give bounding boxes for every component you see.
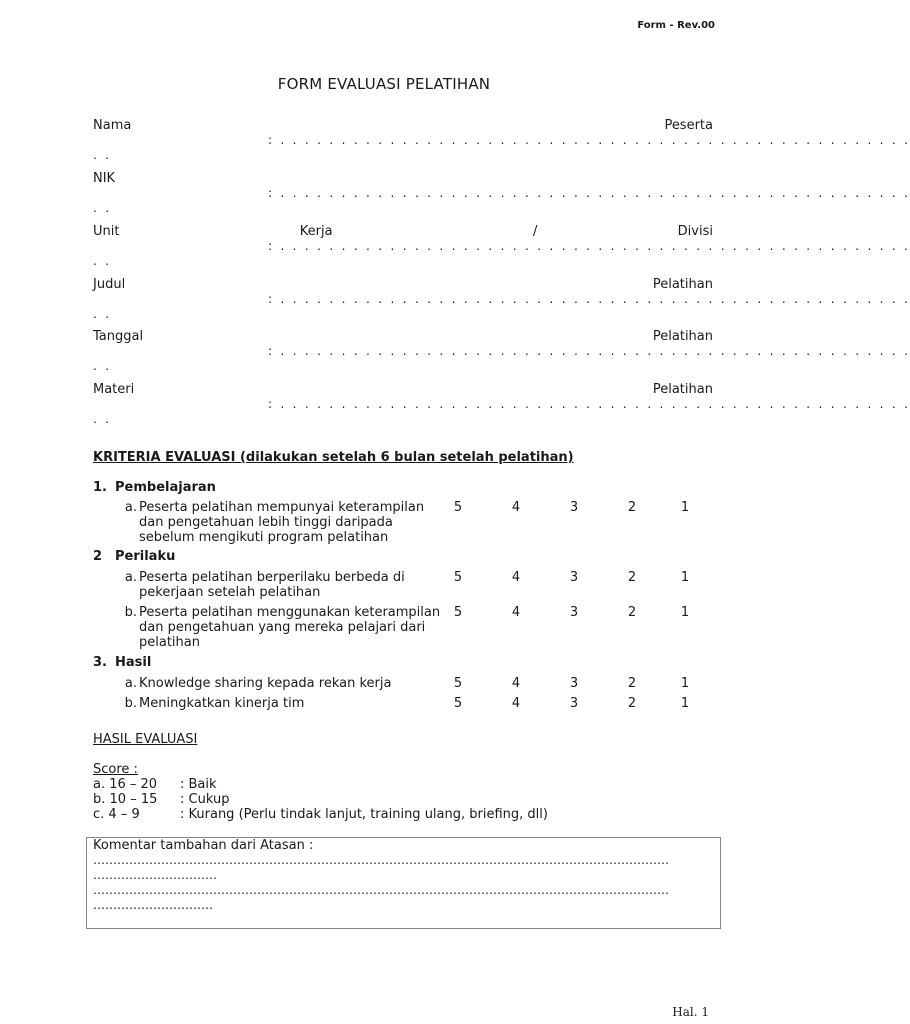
field-label: Judul Pelatihan bbox=[93, 277, 713, 292]
item-text: Peserta pelatihan mempunyai keterampilan bbox=[139, 500, 425, 515]
item-text: Peserta pelatihan berperilaku berbeda di bbox=[139, 570, 405, 585]
item-text: Peserta pelatihan menggunakan keterampilan bbox=[139, 605, 441, 620]
item-letter: b. bbox=[124, 696, 137, 711]
fill-line-tail: . . bbox=[93, 148, 112, 162]
score-option-4[interactable]: 4 bbox=[511, 570, 521, 585]
fill-line-tail: . . bbox=[93, 412, 112, 426]
legend-range: b. 10 – 15 bbox=[93, 792, 158, 807]
hasil-evaluasi-heading: HASIL EVALUASI bbox=[93, 732, 198, 747]
score-option-5[interactable]: 5 bbox=[453, 500, 463, 515]
comment-box[interactable] bbox=[86, 837, 721, 929]
section-title-pembelajaran: Pembelajaran bbox=[115, 480, 216, 495]
score-option-1[interactable]: 1 bbox=[680, 696, 690, 711]
fill-line[interactable]: : . . . . . . . . . . . . . . . . . . . . . . . . . . . . . . . . . . . . . . . . . . . . . . . . . . . . bbox=[268, 239, 910, 253]
item-text: Knowledge sharing kepada rekan kerja bbox=[139, 676, 392, 691]
legend-description: : Baik bbox=[180, 777, 217, 792]
field-unit-kerja-divisi[interactable] bbox=[93, 224, 910, 274]
item-letter: a. bbox=[124, 570, 137, 585]
comment-line[interactable]: …………………………. bbox=[93, 868, 217, 882]
fill-line[interactable]: : . . . . . . . . . . . . . . . . . . . . . . . . . . . . . . . . . . . . . . . . . . . . . . . . . . . . bbox=[268, 133, 910, 147]
page-number: Hal. 1 bbox=[672, 1005, 709, 1019]
document-title: FORM EVALUASI PELATIHAN bbox=[277, 75, 491, 93]
score-option-2[interactable]: 2 bbox=[627, 696, 637, 711]
legend-range: a. 16 – 20 bbox=[93, 777, 158, 792]
score-option-4[interactable]: 4 bbox=[511, 696, 521, 711]
field-label: Tanggal Pelatihan bbox=[93, 329, 713, 344]
field-label: Unit Kerja / Divisi bbox=[93, 224, 713, 239]
score-option-5[interactable]: 5 bbox=[453, 605, 463, 620]
score-option-3[interactable]: 3 bbox=[569, 500, 579, 515]
comment-line[interactable]: ………………………… bbox=[93, 898, 213, 912]
score-option-5[interactable]: 5 bbox=[453, 696, 463, 711]
fill-line[interactable]: : . . . . . . . . . . . . . . . . . . . . . . . . . . . . . . . . . . . . . . . . . . . . . . . . . . . . bbox=[268, 344, 910, 358]
field-nik[interactable] bbox=[93, 171, 910, 221]
section-number: 3. bbox=[93, 655, 107, 670]
field-judul-pelatihan[interactable] bbox=[93, 277, 910, 327]
score-option-5[interactable]: 5 bbox=[453, 570, 463, 585]
score-option-1[interactable]: 1 bbox=[680, 676, 690, 691]
score-option-2[interactable]: 2 bbox=[627, 676, 637, 691]
score-option-1[interactable]: 1 bbox=[680, 605, 690, 620]
field-nama-peserta[interactable] bbox=[93, 118, 910, 168]
fill-line[interactable]: : . . . . . . . . . . . . . . . . . . . . . . . . . . . . . . . . . . . . . . . . . . . . . . . . . . . . bbox=[268, 397, 910, 411]
fill-line-tail: . . bbox=[93, 307, 112, 321]
score-option-3[interactable]: 3 bbox=[569, 696, 579, 711]
score-option-4[interactable]: 4 bbox=[511, 676, 521, 691]
item-letter: b. bbox=[124, 605, 137, 620]
fill-line[interactable]: : . . . . . . . . . . . . . . . . . . . . . . . . . . . . . . . . . . . . . . . . . . . . . . . . . . . . bbox=[268, 292, 910, 306]
section-number: 2 bbox=[93, 549, 103, 564]
score-option-5[interactable]: 5 bbox=[453, 676, 463, 691]
item-text: dan pengetahuan yang mereka pelajari dari bbox=[139, 620, 426, 635]
score-option-1[interactable]: 1 bbox=[680, 570, 690, 585]
kriteria-heading: KRITERIA EVALUASI (dilakukan setelah 6 bulan setelah pelatihan) bbox=[93, 450, 574, 465]
comment-line[interactable]: ……………………………………………………………………………………………………………………………… bbox=[93, 883, 669, 897]
score-option-4[interactable]: 4 bbox=[511, 605, 521, 620]
comment-label: Komentar tambahan dari Atasan : bbox=[93, 838, 314, 853]
item-letter: a. bbox=[124, 500, 137, 515]
field-label: Materi Pelatihan bbox=[93, 382, 713, 397]
item-text: sebelum mengikuti program pelatihan bbox=[139, 530, 389, 545]
section-title-hasil: Hasil bbox=[115, 655, 152, 670]
score-option-2[interactable]: 2 bbox=[627, 605, 637, 620]
item-text: pekerjaan setelah pelatihan bbox=[139, 585, 321, 600]
score-option-2[interactable]: 2 bbox=[627, 570, 637, 585]
score-option-1[interactable]: 1 bbox=[680, 500, 690, 515]
legend-range: c. 4 – 9 bbox=[93, 807, 140, 822]
fill-line-tail: . . bbox=[93, 201, 112, 215]
legend-description: : Cukup bbox=[180, 792, 230, 807]
score-option-3[interactable]: 3 bbox=[569, 605, 579, 620]
section-number: 1. bbox=[93, 480, 107, 495]
item-letter: a. bbox=[124, 676, 137, 691]
field-label: Nama Peserta bbox=[93, 118, 713, 133]
section-title-perilaku: Perilaku bbox=[115, 549, 176, 564]
fill-line-tail: . . bbox=[93, 254, 112, 268]
field-materi-pelatihan[interactable] bbox=[93, 382, 910, 432]
field-tanggal-pelatihan[interactable] bbox=[93, 329, 910, 379]
score-option-2[interactable]: 2 bbox=[627, 500, 637, 515]
item-text: pelatihan bbox=[139, 635, 200, 650]
comment-line[interactable]: ……………………………………………………………………………………………………………………………… bbox=[93, 853, 669, 867]
item-text: dan pengetahuan lebih tinggi daripada bbox=[139, 515, 393, 530]
score-heading: Score : bbox=[93, 762, 138, 777]
score-option-4[interactable]: 4 bbox=[511, 500, 521, 515]
field-label: NIK bbox=[93, 171, 116, 186]
legend-description: : Kurang (Perlu tindak lanjut, training ulang, briefing, dll) bbox=[180, 807, 548, 822]
score-option-3[interactable]: 3 bbox=[569, 570, 579, 585]
fill-line-tail: . . bbox=[93, 359, 112, 373]
form-code: Form - Rev.00 bbox=[637, 20, 715, 31]
fill-line[interactable]: : . . . . . . . . . . . . . . . . . . . . . . . . . . . . . . . . . . . . . . . . . . . . . . . . . . . . bbox=[268, 186, 910, 200]
score-option-3[interactable]: 3 bbox=[569, 676, 579, 691]
item-text: Meningkatkan kinerja tim bbox=[139, 696, 305, 711]
